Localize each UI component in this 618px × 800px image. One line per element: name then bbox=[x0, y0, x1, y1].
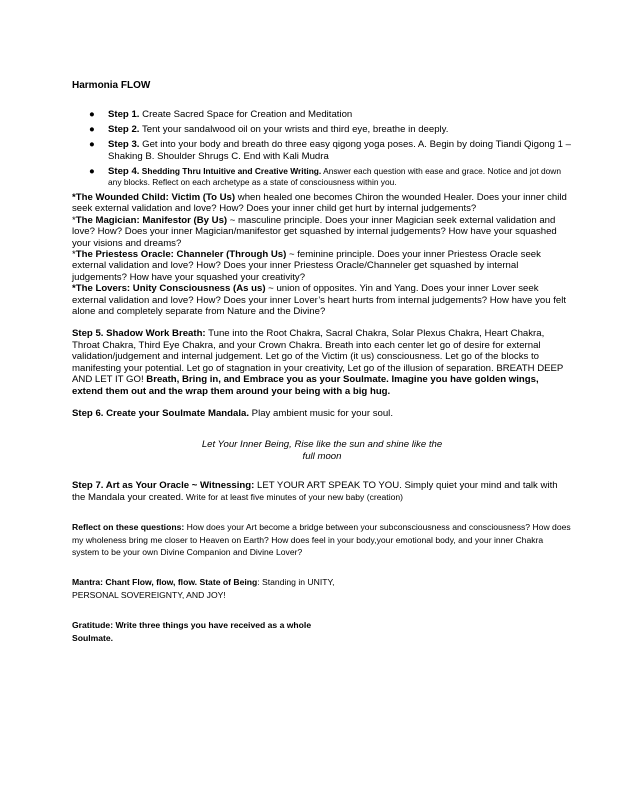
quote: Let Your Inner Being, Rise like the sun and shine like the full moon bbox=[201, 439, 443, 462]
gratitude-paragraph: Gratitude: Write three things you have received as a whole Soulmate. bbox=[72, 620, 312, 643]
list-item bbox=[72, 124, 572, 136]
list-item bbox=[72, 139, 572, 162]
archetype-magician: *The Magician: Manifestor (By Us) ~ masculine principle. Does your inner Magician seek external validation and love? How? Does your inner Magician/manifestor get squashed by internal judgements? How have your squashed your visions and dreams? bbox=[72, 214, 557, 249]
reflect-paragraph: Reflect on these questions: How does your Art become a bridge between your subconsciousness and consciousness? How does my wholeness bring me closer to Heaven on Earth? How does feel in your body,your emotional body, and your inner Chakra system to be your own Divine Companion and Divine Lover? bbox=[72, 522, 571, 557]
step-text: Get into your body and breath do three easy qigong yoga poses. A. Begin by doing Tiandi Qigong 1 – Shaking B. Shoulder Shrugs C. End with Kali Mudra bbox=[108, 139, 571, 162]
step-label: Step 4. bbox=[108, 165, 140, 177]
bullet-icon: ● bbox=[89, 139, 95, 150]
step-label: Step 1. bbox=[108, 109, 140, 120]
step-6-paragraph: Step 6. Create your Soulmate Mandala. Play ambient music for your soul. bbox=[72, 407, 393, 419]
step-text: Answer each question with ease and grace. Notice and jot down any blocks. Reflect on each archetype as a state of consciousness within you. bbox=[108, 165, 562, 187]
bullet-icon: ● bbox=[89, 109, 95, 120]
list-item bbox=[72, 166, 572, 189]
list-item bbox=[72, 109, 572, 121]
step-7-paragraph: Step 7. Art as Your Oracle ~ Witnessing: LET YOUR ART SPEAK TO YOU. Simply quiet your mind and talk with the Mandala your created. Write for at least five minutes of your new baby (creation) bbox=[72, 480, 558, 503]
steps-list bbox=[72, 109, 572, 189]
step-text: Tent your sandalwood oil on your wrists and third eye, breathe in deeply. bbox=[139, 124, 449, 135]
archetype-priestess: *The Priestess Oracle: Channeler (Through Us) ~ feminine principle. Does your inner Priestess Oracle seek external validation and love? How? Does your inner Priestess Oracle/Channeler get squashed by internal judgements? How have your squashed your creativity? bbox=[72, 249, 541, 283]
step-5-paragraph: Step 5. Shadow Work Breath: Tune into the Root Chakra, Sacral Chakra, Solar Plexus Chakra, Heart Chakra, Throat Chakra, Third Eye Chakra, and your Crown Chakra. Breath into each center let go of desire for external validation/judgement and internal judgement. Let go of the Victim (it us) consciousness. Let go of the blocks to manifesting your potential. Let go of stagnation in your creativity, Let go of the illusion of separation. BREATH DEEP AND LET IT GO! Breath, Bring in, and Embrace you as your Soulmate. Imagine you have golden wings, extend them out and the wrap them around your being with a big hug. bbox=[72, 328, 564, 397]
step-text: Create Sacred Space for Creation and Meditation bbox=[139, 109, 353, 120]
document-page bbox=[72, 80, 572, 644]
document-title: Harmonia FLOW bbox=[72, 80, 151, 91]
step-label: Step 2. bbox=[108, 124, 140, 135]
bullet-icon: ● bbox=[89, 165, 95, 177]
archetype-lovers: *The Lovers: Unity Consciousness (As us) ~ union of opposites. Yin and Yang. Does your inner Lover seek external validation and love? How? Does your inner Lover’s heart hurts from internal judgements? How have you felt alone and completely separate from Nature and the Divine? bbox=[72, 283, 566, 318]
archetype-wounded-child: *The Wounded Child: Victim (To Us) when healed one becomes Chiron the wounded Healer. Does your inner child seek external validation and love? How? Does your inner child get hurt by internal judgements? bbox=[72, 192, 567, 215]
mantra-paragraph: Mantra: Chant Flow, flow, flow. State of Being: Standing in UNITY, PERSONAL SOVEREIGNTY, AND JOY! bbox=[72, 577, 335, 600]
step-label: Step 3. bbox=[108, 139, 140, 150]
bullet-icon: ● bbox=[89, 124, 95, 135]
step-subtitle: Shedding Thru Intuitive and Creative Writing. bbox=[139, 165, 322, 176]
